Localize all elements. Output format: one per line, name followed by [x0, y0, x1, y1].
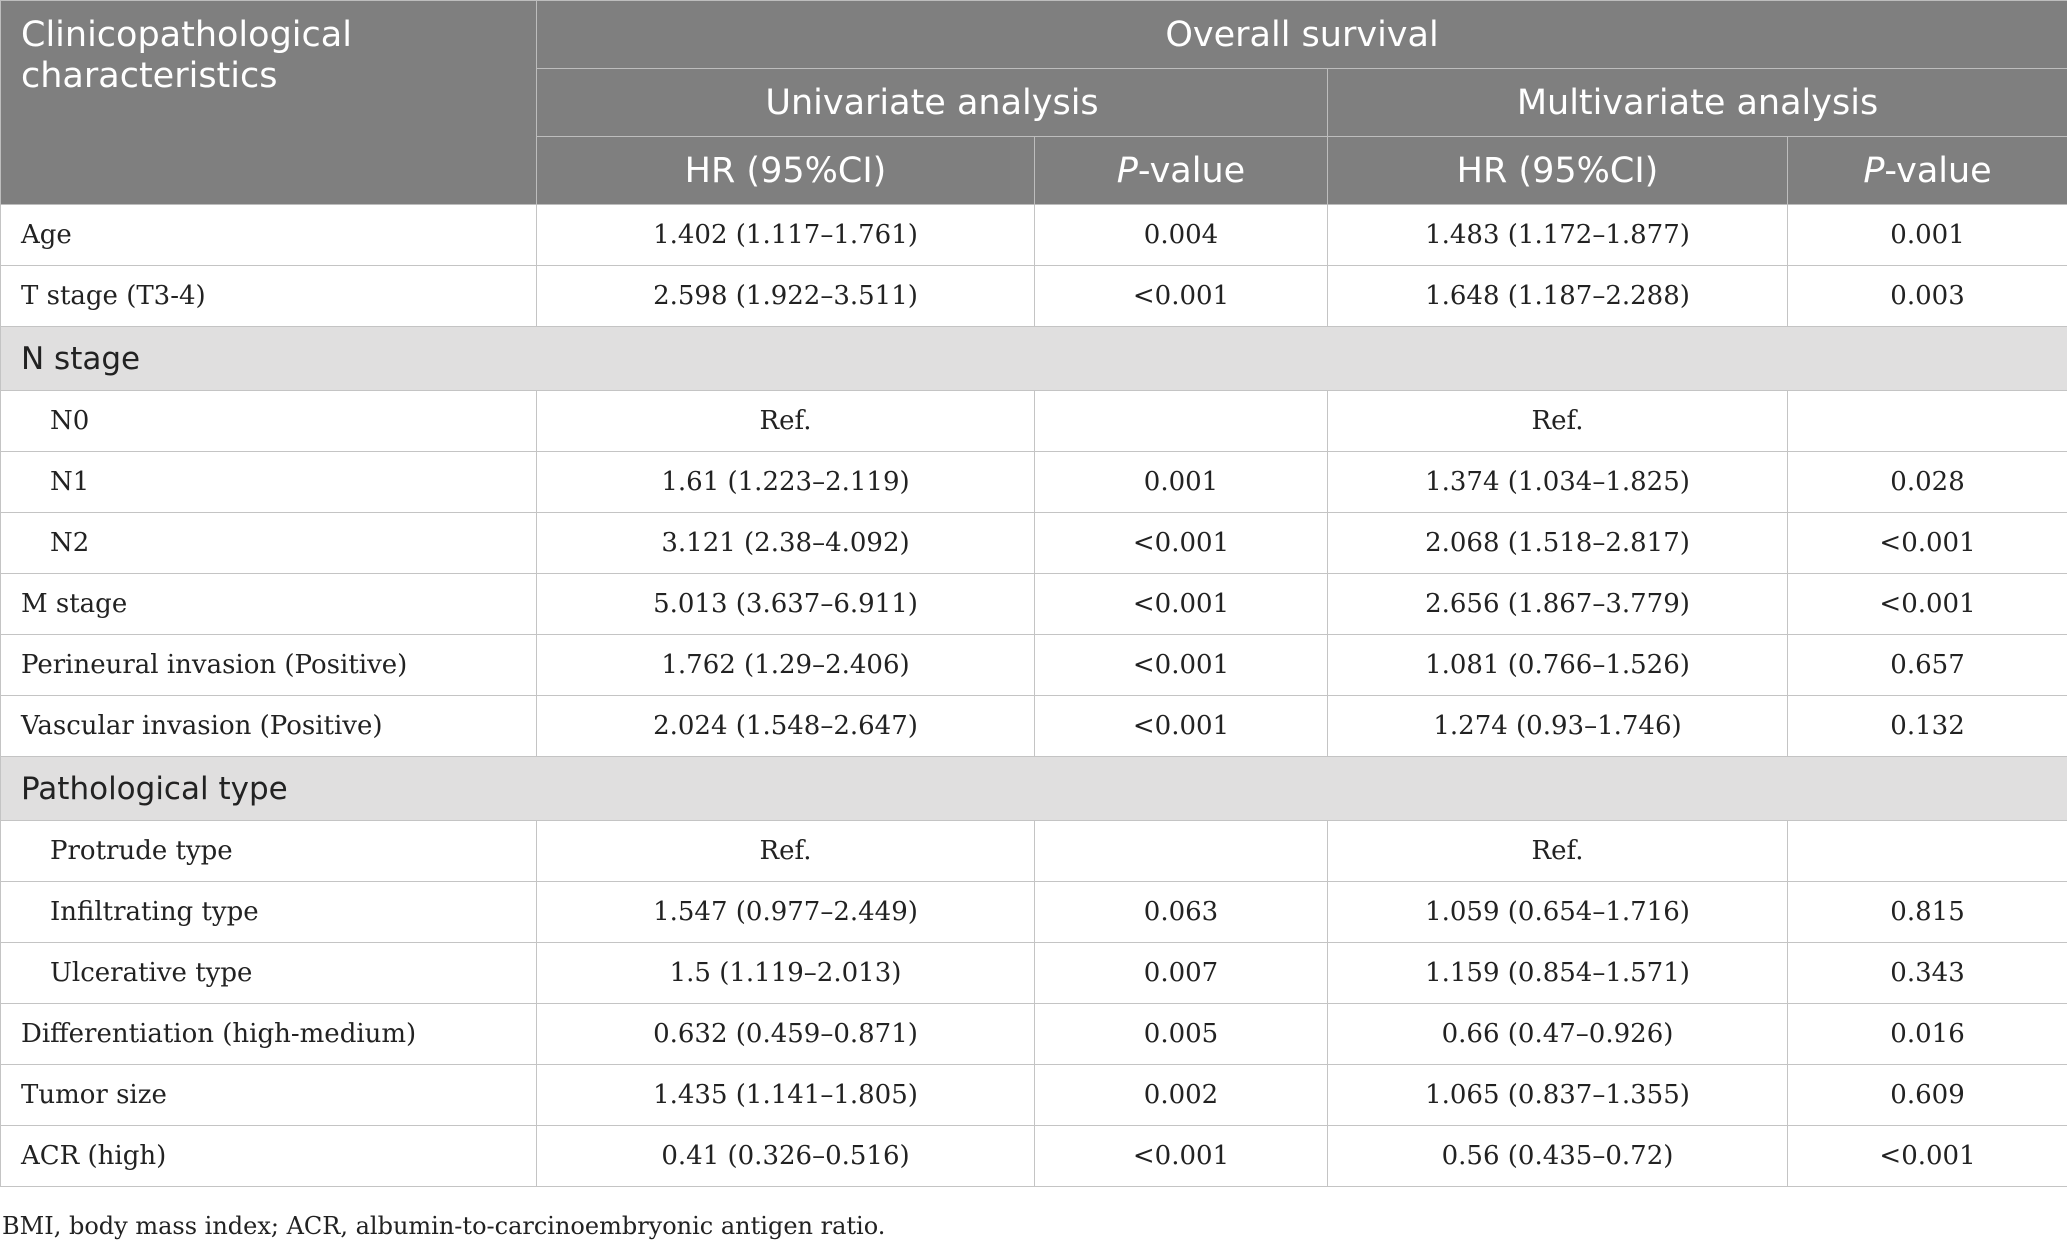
multivariate-p-cell: 0.016: [1788, 1004, 2067, 1065]
multivariate-hr-cell: 1.059 (0.654–1.716): [1328, 882, 1788, 943]
multivariate-p-cell: 0.815: [1788, 882, 2067, 943]
multivariate-hr-cell: 1.483 (1.172–1.877): [1328, 205, 1788, 266]
multivariate-p-cell: 0.343: [1788, 943, 2067, 1004]
table-row: [1, 882, 2067, 943]
row-label: Infiltrating type: [1, 882, 537, 943]
table-row: [1, 513, 2067, 574]
univariate-hr-cell: 1.402 (1.117–1.761): [537, 205, 1035, 266]
multivariate-hr-cell: 1.065 (0.837–1.355): [1328, 1065, 1788, 1126]
table-row: [1, 635, 2067, 696]
univariate-hr-cell: 1.547 (0.977–2.449): [537, 882, 1035, 943]
header-p-italic: P: [1116, 150, 1138, 191]
row-label: Vascular invasion (Positive): [1, 696, 537, 757]
multivariate-p-cell: <0.001: [1788, 574, 2067, 635]
table-footnote: BMI, body mass index; ACR, albumin-to-carcinoembryonic antigen ratio.: [2, 1212, 886, 1240]
univariate-hr-cell: 0.41 (0.326–0.516): [537, 1126, 1035, 1187]
multivariate-hr-cell: Ref.: [1328, 391, 1788, 452]
header-multi-hr: HR (95%CI): [1328, 137, 1788, 205]
table-row: [1, 1004, 2067, 1065]
univariate-hr-cell: Ref.: [537, 391, 1035, 452]
multivariate-hr-cell: 0.66 (0.47–0.926): [1328, 1004, 1788, 1065]
multivariate-hr-cell: 1.081 (0.766–1.526): [1328, 635, 1788, 696]
univariate-hr-cell: 1.762 (1.29–2.406): [537, 635, 1035, 696]
univariate-p-cell: [1035, 821, 1328, 882]
table-row: [1, 452, 2067, 513]
row-label: Age: [1, 205, 537, 266]
table-row: [1, 391, 2067, 452]
univariate-hr-cell: Ref.: [537, 821, 1035, 882]
table-row: [1, 1065, 2067, 1126]
univariate-p-cell: <0.001: [1035, 635, 1328, 696]
univariate-p-cell: 0.007: [1035, 943, 1328, 1004]
multivariate-hr-cell: Ref.: [1328, 821, 1788, 882]
header-p-suffix: -value: [1884, 150, 1992, 191]
row-label: Ulcerative type: [1, 943, 537, 1004]
univariate-hr-cell: 0.632 (0.459–0.871): [537, 1004, 1035, 1065]
multivariate-hr-cell: 1.274 (0.93–1.746): [1328, 696, 1788, 757]
row-label: N2: [1, 513, 537, 574]
multivariate-hr-cell: 2.656 (1.867–3.779): [1328, 574, 1788, 635]
univariate-p-cell: [1035, 391, 1328, 452]
header-p-italic: P: [1863, 150, 1885, 191]
table-row: [1, 943, 2067, 1004]
multivariate-hr-cell: 1.374 (1.034–1.825): [1328, 452, 1788, 513]
header-p-suffix: -value: [1137, 150, 1246, 191]
univariate-hr-cell: 2.598 (1.922–3.511): [537, 266, 1035, 327]
univariate-p-cell: <0.001: [1035, 1126, 1328, 1187]
table-body: [1, 205, 2067, 1187]
multivariate-p-cell: [1788, 391, 2067, 452]
table-row: [1, 574, 2067, 635]
table-row: [1, 1126, 2067, 1187]
univariate-hr-cell: 1.5 (1.119–2.013): [537, 943, 1035, 1004]
multivariate-p-cell: 0.001: [1788, 205, 2067, 266]
univariate-p-cell: <0.001: [1035, 696, 1328, 757]
multivariate-hr-cell: 0.56 (0.435–0.72): [1328, 1126, 1788, 1187]
row-label: N1: [1, 452, 537, 513]
row-label: Perineural invasion (Positive): [1, 635, 537, 696]
univariate-p-cell: <0.001: [1035, 574, 1328, 635]
table-row: [1, 266, 2067, 327]
multivariate-p-cell: 0.132: [1788, 696, 2067, 757]
multivariate-p-cell: <0.001: [1788, 513, 2067, 574]
multivariate-p-cell: 0.028: [1788, 452, 2067, 513]
row-label: Protrude type: [1, 821, 537, 882]
univariate-hr-cell: 3.121 (2.38–4.092): [537, 513, 1035, 574]
multivariate-p-cell: [1788, 821, 2067, 882]
univariate-p-cell: 0.001: [1035, 452, 1328, 513]
univariate-p-cell: 0.004: [1035, 205, 1328, 266]
univariate-p-cell: 0.002: [1035, 1065, 1328, 1126]
header-univariate: Univariate analysis: [537, 69, 1328, 137]
multivariate-hr-cell: 1.648 (1.187–2.288): [1328, 266, 1788, 327]
header-overall-survival: Overall survival: [537, 1, 2067, 69]
section-row: [1, 757, 2067, 821]
univariate-hr-cell: 5.013 (3.637–6.911): [537, 574, 1035, 635]
univariate-hr-cell: 2.024 (1.548–2.647): [537, 696, 1035, 757]
univariate-p-cell: 0.005: [1035, 1004, 1328, 1065]
table-header: [1, 1, 2067, 205]
univariate-p-cell: <0.001: [1035, 266, 1328, 327]
section-label: Pathological type: [1, 757, 2067, 821]
row-label: Tumor size: [1, 1065, 537, 1126]
header-multivariate: Multivariate analysis: [1328, 69, 2067, 137]
table-row: [1, 821, 2067, 882]
multivariate-hr-cell: 2.068 (1.518–2.817): [1328, 513, 1788, 574]
header-uni-p: [1035, 137, 1328, 205]
row-label: T stage (T3-4): [1, 266, 537, 327]
univariate-p-cell: 0.063: [1035, 882, 1328, 943]
multivariate-p-cell: 0.609: [1788, 1065, 2067, 1126]
row-label: N0: [1, 391, 537, 452]
multivariate-hr-cell: 1.159 (0.854–1.571): [1328, 943, 1788, 1004]
multivariate-p-cell: <0.001: [1788, 1126, 2067, 1187]
row-label: Differentiation (high-medium): [1, 1004, 537, 1065]
univariate-hr-cell: 1.61 (1.223–2.119): [537, 452, 1035, 513]
table-row: [1, 205, 2067, 266]
header-characteristics: Clinicopathological characteristics: [1, 1, 537, 205]
table-row: [1, 696, 2067, 757]
univariate-p-cell: <0.001: [1035, 513, 1328, 574]
section-label: N stage: [1, 327, 2067, 391]
multivariate-p-cell: 0.003: [1788, 266, 2067, 327]
univariate-hr-cell: 1.435 (1.141–1.805): [537, 1065, 1035, 1126]
header-uni-hr: HR (95%CI): [537, 137, 1035, 205]
section-row: [1, 327, 2067, 391]
row-label: ACR (high): [1, 1126, 537, 1187]
multivariate-p-cell: 0.657: [1788, 635, 2067, 696]
header-multi-p: [1788, 137, 2067, 205]
row-label: M stage: [1, 574, 537, 635]
